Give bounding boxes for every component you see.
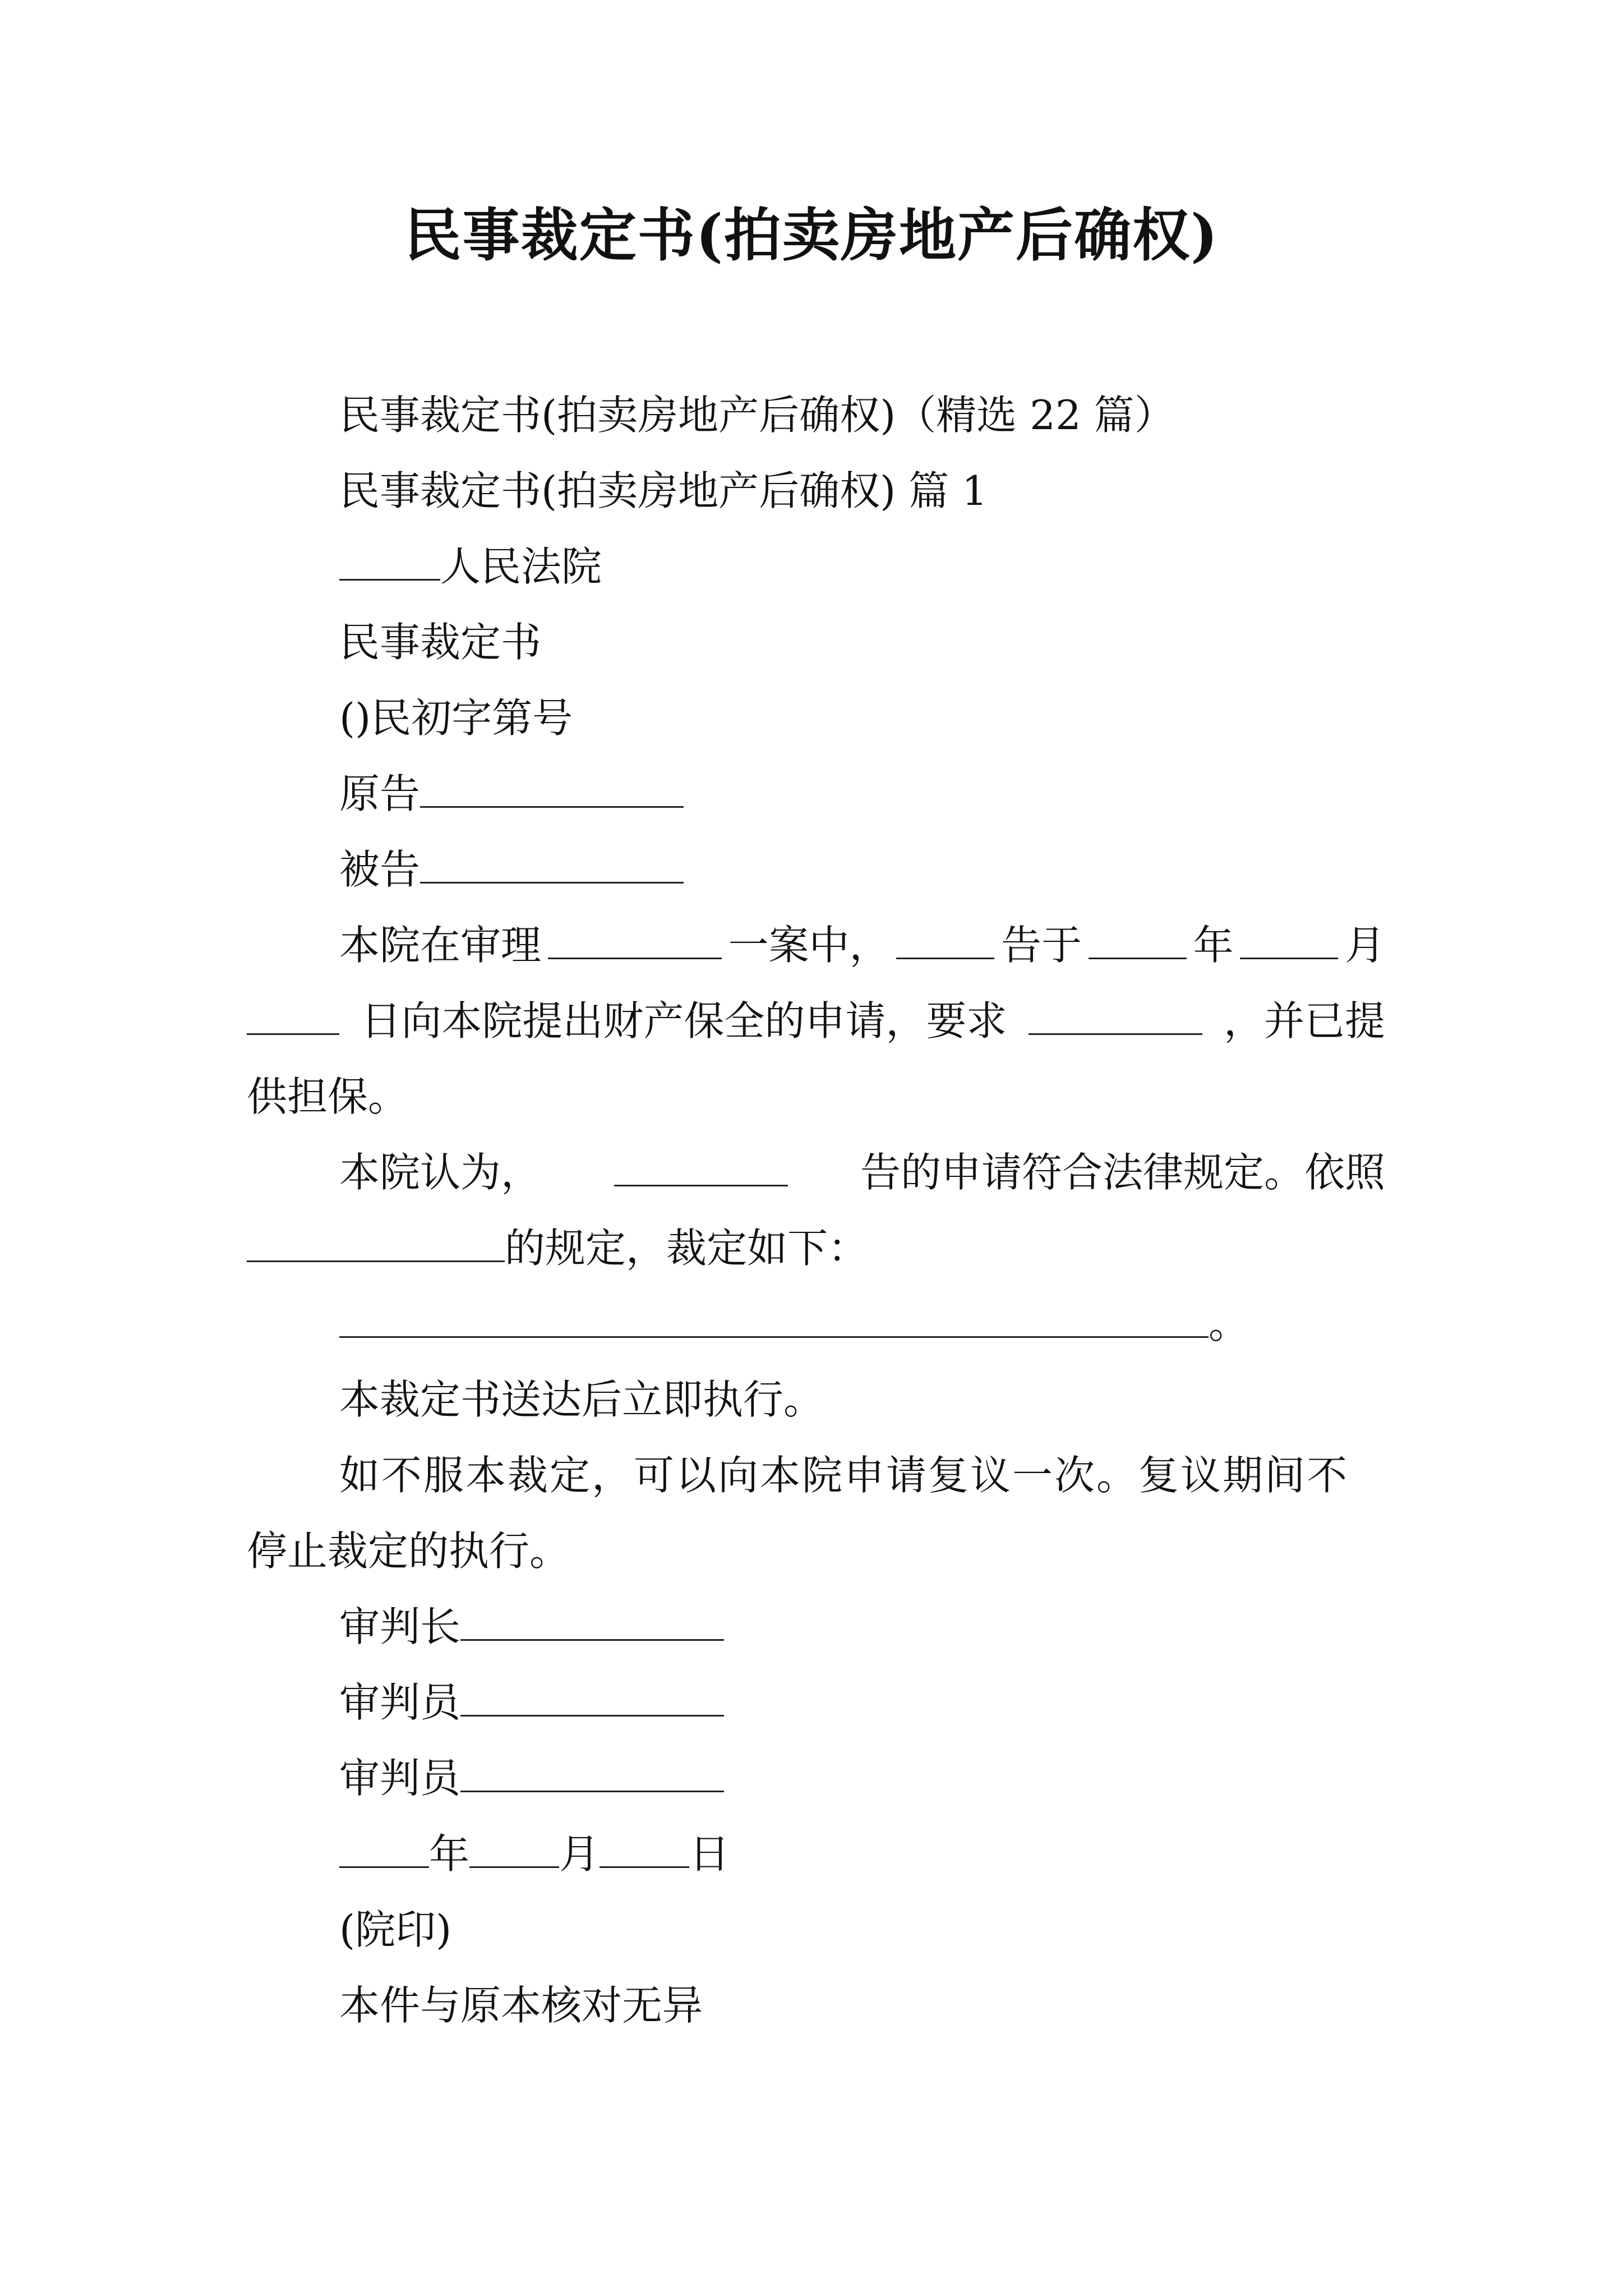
subtitle-line: 民事裁定书(拍卖房地产后确权)（精选 22 篇）: [339, 392, 1175, 439]
date-day: 日: [689, 1830, 730, 1878]
chief-judge-label: 审判长: [339, 1603, 461, 1650]
para1-blank-party: [896, 923, 994, 959]
piece-heading: 民事裁定书(拍卖房地产后确权) 篇 1: [339, 467, 988, 514]
date-blank-year: [339, 1832, 429, 1868]
judge-label-2: 审判员: [339, 1755, 461, 1802]
court-blank: [339, 544, 440, 581]
para2-text-a: 本院认为，: [339, 1149, 542, 1196]
court-suffix: 人民法院: [440, 543, 602, 590]
date-month: 月: [559, 1830, 600, 1878]
review-line-2: 停止裁定的执行。: [247, 1527, 570, 1575]
para1-text-f: 日向本院提出财产保全的申请，要求: [361, 997, 1007, 1045]
para1-text-g: ，并已提: [1223, 997, 1385, 1045]
para1-blank-day: [247, 999, 339, 1035]
para1-line1: [339, 917, 1385, 973]
para1-line3: 供担保。: [247, 1073, 409, 1120]
defendant-blank: [420, 847, 684, 884]
seal-line: (院印): [339, 1906, 452, 1953]
para1-blank-request: [1029, 999, 1202, 1035]
judge-label-1: 审判员: [339, 1679, 461, 1726]
execute-line: 本裁定书送达后立即执行。: [339, 1376, 824, 1423]
judge-line-2: [339, 1750, 724, 1806]
verify-line: 本件与原本核对无异: [339, 1982, 703, 2029]
ruling-end: 。: [1209, 1300, 1249, 1347]
para1-blank-year: [1089, 923, 1187, 959]
para1-text-c: 告于: [1000, 922, 1082, 969]
defendant-line: [339, 841, 684, 898]
para1-blank-case: [548, 923, 722, 959]
case-number-line: ()民初字第号: [339, 694, 573, 742]
para2-blank-law: [247, 1226, 505, 1262]
date-year: 年: [429, 1830, 470, 1878]
date-blank-day: [600, 1832, 689, 1868]
chief-judge-blank: [460, 1604, 724, 1641]
plaintiff-line: [339, 766, 684, 822]
chief-judge-line: [339, 1599, 724, 1655]
review-line-1: [339, 1447, 1385, 1503]
ruling-line: [339, 1296, 1249, 1352]
para1-text-a: 本院在审理: [339, 922, 542, 969]
para2-line1: [339, 1144, 1385, 1200]
judge-blank-1: [460, 1680, 724, 1717]
para1-blank-month: [1240, 923, 1338, 959]
judge-line-1: [339, 1674, 724, 1731]
judge-blank-2: [460, 1756, 724, 1792]
plaintiff-label: 原告: [339, 770, 421, 817]
ruling-blank: [339, 1301, 1209, 1338]
para2-text-b: 告的申请符合法律规定。依照: [860, 1149, 1385, 1196]
para1-line2: [247, 993, 1385, 1049]
para1-text-d: 年: [1193, 922, 1234, 969]
doc-name-line: 民事裁定书: [339, 619, 542, 666]
date-line: [339, 1826, 730, 1882]
date-blank-month: [469, 1832, 559, 1868]
review-text-1: 如不服本裁定，可以向本院申请复议一次。复议期间不: [339, 1452, 1349, 1499]
para1-text-b: 一案中，: [728, 922, 890, 969]
document-title: 民事裁定书(拍卖房地产后确权): [404, 202, 1219, 269]
para2-line2: [247, 1220, 868, 1276]
court-name-line: [339, 539, 602, 595]
plaintiff-blank: [420, 771, 684, 808]
para2-text-c: 的规定，裁定如下：: [505, 1225, 869, 1272]
defendant-label: 被告: [339, 846, 421, 893]
para1-text-e: 月: [1344, 922, 1385, 969]
para2-blank-party: [614, 1150, 788, 1186]
